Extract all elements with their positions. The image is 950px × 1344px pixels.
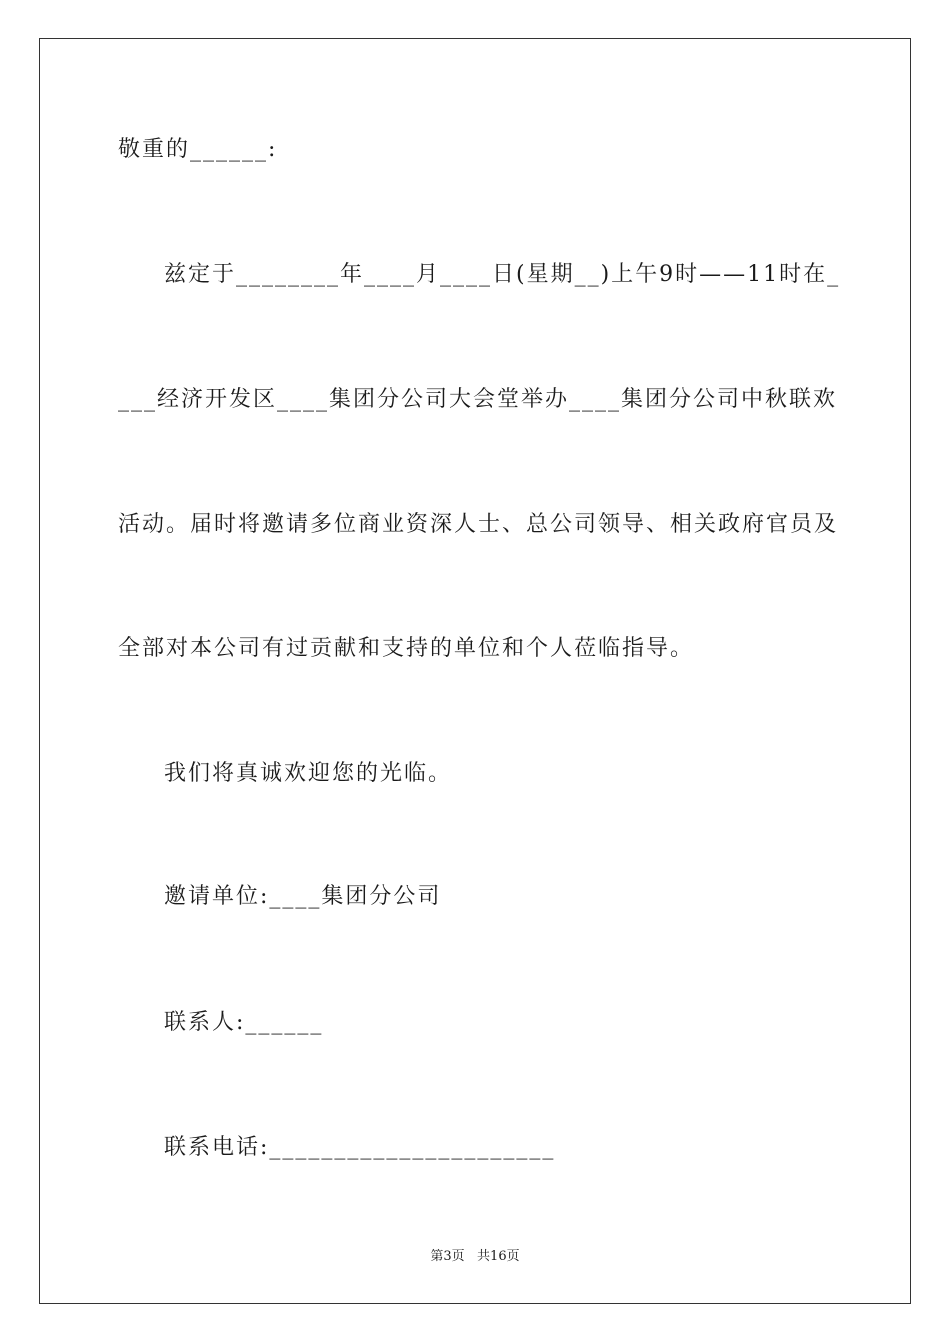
paragraph-1-line-1: 兹定于________年____月____日(星期__)上午9时——11时在_ xyxy=(164,262,841,287)
inviting-unit: 邀请单位:____集团分公司 xyxy=(164,884,442,909)
paragraph-2: 我们将真诚欢迎您的光临。 xyxy=(164,761,453,786)
paragraph-1-line-3: 活动。届时将邀请多位商业资深人士、总公司领导、相关政府官员及 xyxy=(118,512,839,537)
paragraph-1-line-2: ___经济开发区____集团分公司大会堂举办____集团分公司中秋联欢 xyxy=(118,387,838,412)
page-number-footer: 第3页 共16页 xyxy=(430,1249,520,1264)
salutation: 敬重的______: xyxy=(118,137,278,162)
contact-person: 联系人:______ xyxy=(164,1010,324,1035)
contact-phone: 联系电话:______________________ xyxy=(164,1135,556,1160)
paragraph-1-line-4: 全部对本公司有过贡献和支持的单位和个人莅临指导。 xyxy=(118,636,695,661)
page-border xyxy=(39,38,911,1304)
